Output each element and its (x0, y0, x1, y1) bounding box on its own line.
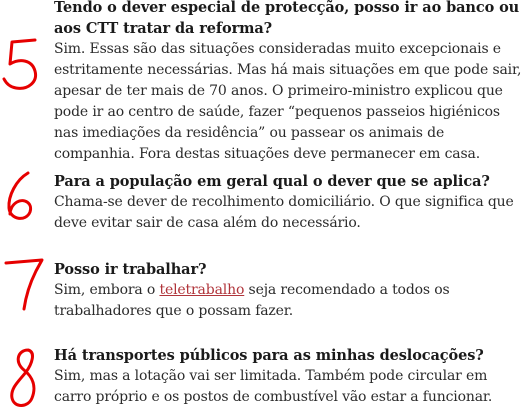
question: Posso ir trabalhar? (54, 261, 207, 278)
handwritten-number-7 (2, 255, 46, 313)
handwritten-number-6 (4, 170, 38, 224)
teletrabalho-link[interactable]: teletrabalho (159, 282, 245, 298)
qa-item (54, 0, 524, 165)
answer: Chama-se dever de recolhimento domiciliário. O que significa que deve evitar sair de casa além do necessário. (54, 194, 514, 231)
handwritten-number-5 (2, 34, 42, 94)
question: Tendo o dever especial de protecção, posso ir ao banco ou aos CTT tratar da reforma? (54, 0, 520, 37)
answer-text: Sim, embora o (54, 282, 160, 298)
answer-text: seja recomendado a todos os trabalhadores que o possam fazer. (54, 282, 450, 319)
question: Há transportes públicos para as minhas deslocações? (54, 347, 484, 364)
answer: Sim, mas a lotação vai ser limitada. Também pode circular em carro próprio e os postos de combustível vão estar a funcionar. (54, 368, 493, 405)
answer (54, 280, 524, 322)
handwritten-number-8 (6, 346, 40, 412)
answer: Sim. Essas são das situações consideradas muito excepcionais e estritamente necessárias. Mas há mais situações em que pode sair, apesar de ter mais de 70 anos. O primeiro-ministro explicou que pode ir ao centro de saúde, fazer “pequenos passeios higiénicos nas imediações da residência” ou passear os animais de companhia. Fora destas situações deve permanecer em casa. (54, 41, 522, 162)
qa-item (54, 259, 524, 322)
qa-item (54, 171, 524, 234)
question: Para a população em geral qual o dever que se aplica? (54, 173, 490, 190)
qa-item (54, 345, 524, 408)
